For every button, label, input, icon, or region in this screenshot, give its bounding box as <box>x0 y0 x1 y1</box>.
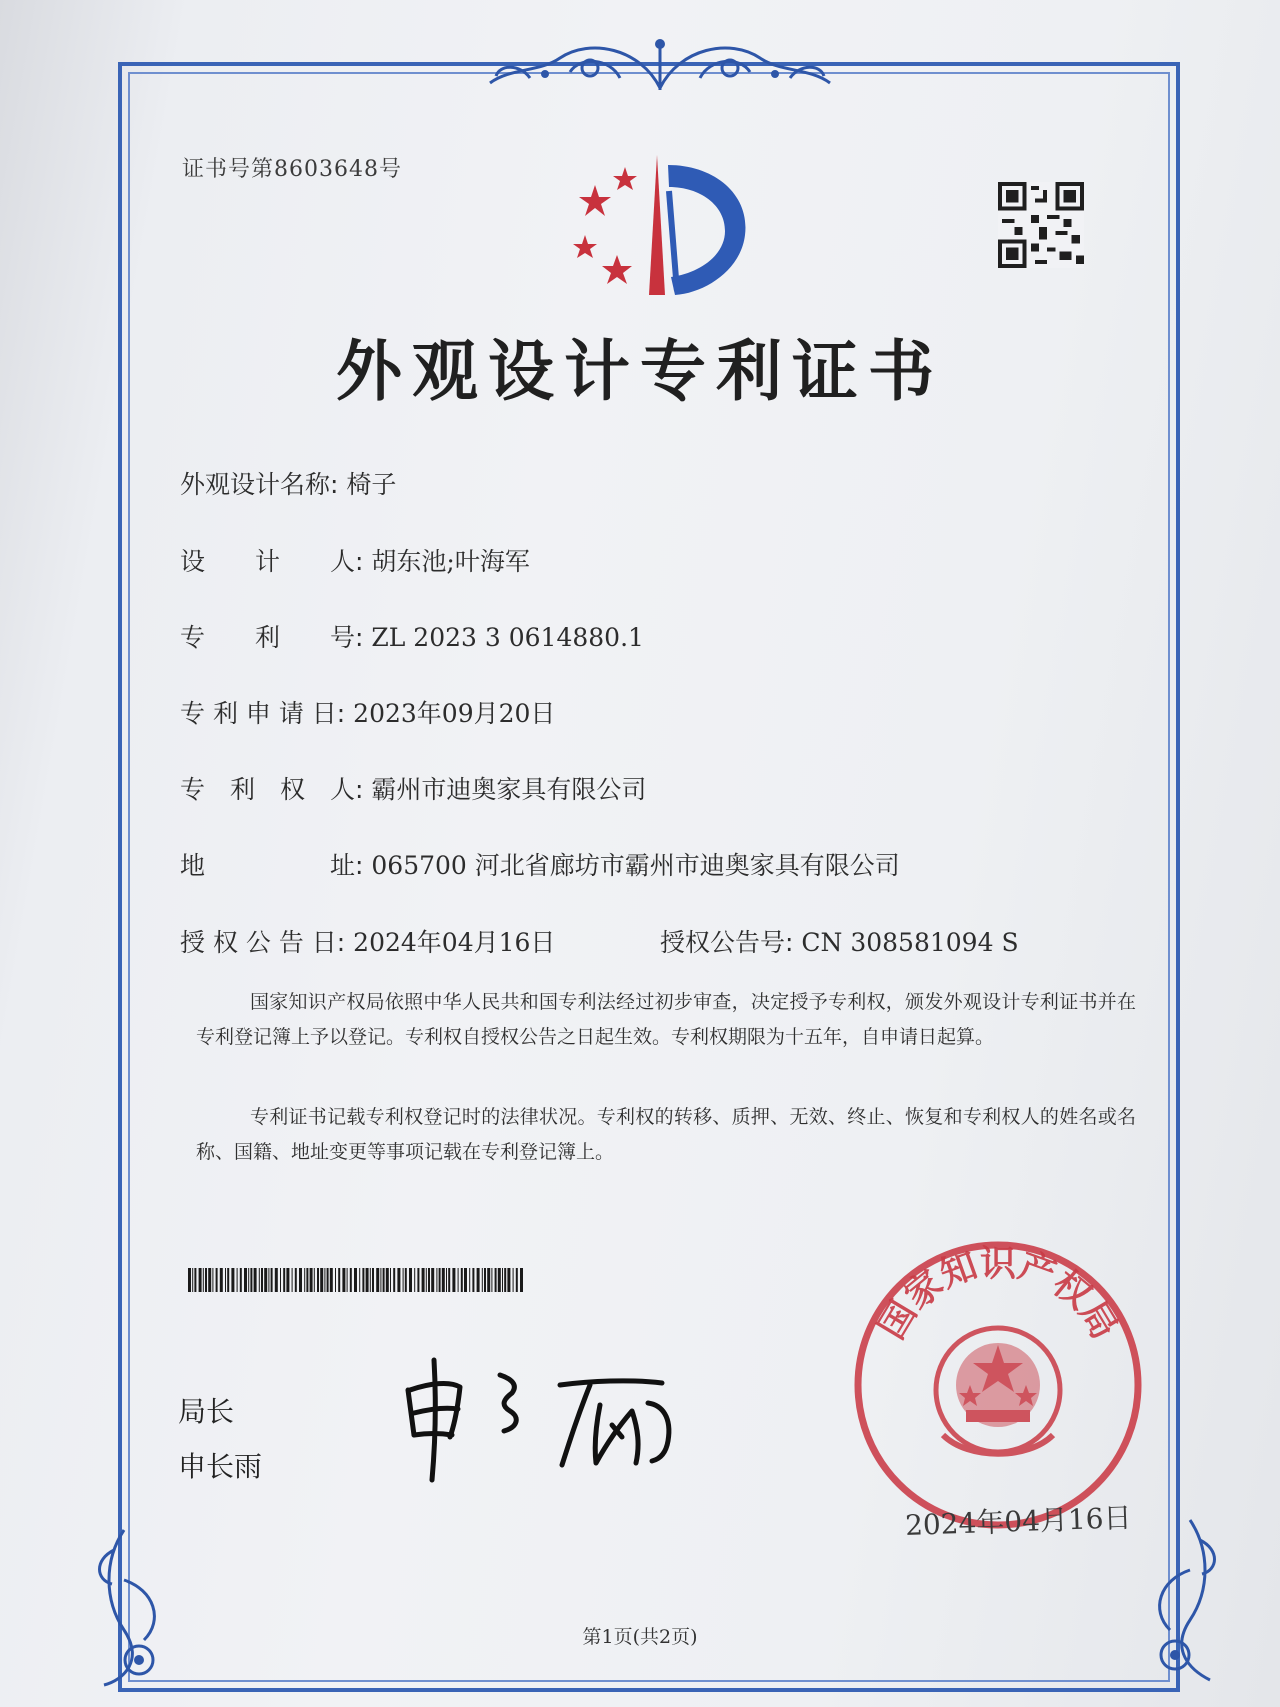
application-date-field <box>180 694 555 730</box>
qr-code-icon <box>998 182 1084 268</box>
grant-number-field <box>660 923 1019 959</box>
design-name-field <box>180 465 396 501</box>
corner-ornament-right-icon <box>1120 1510 1230 1690</box>
designer-label: 设 计 人: <box>180 547 364 576</box>
grant-number-label: 授权公告号: <box>660 928 794 957</box>
svg-text:国家知识产权局 <box>871 1243 1124 1346</box>
barcode-icon <box>188 1268 524 1292</box>
designer-value: 胡东池;叶海军 <box>371 547 530 576</box>
handwritten-signature-icon <box>400 1345 700 1485</box>
corner-ornament-left-icon <box>84 1520 194 1690</box>
cnipa-emblem-icon <box>565 145 755 305</box>
patent-number-label: 专 利 号: <box>180 623 364 652</box>
address-label: 地 址: <box>180 851 364 880</box>
top-ornament-icon <box>470 28 850 100</box>
certificate-number: 证书号第8603648号 <box>182 157 402 182</box>
design-name-value: 椅子 <box>346 470 397 499</box>
patent-number-field <box>180 618 644 654</box>
legal-paragraph-1: 国家知识产权局依照中华人民共和国专利法经过初步审查，决定授予专利权，颁发外观设计专利证书并在专利登记簿上予以登记。专利权自授权公告之日起生效。专利权期限为十五年，自申请日起算。 <box>196 991 1136 1048</box>
grant-date-label: 授 权 公 告 日: <box>180 928 346 957</box>
page-number: 第1页(共2页) <box>582 1626 698 1648</box>
patentee-field <box>180 770 646 806</box>
application-date-label: 专 利 申 请 日: <box>180 699 346 728</box>
patentee-label: 专 利 权 人: <box>180 775 364 804</box>
official-seal-icon <box>848 1235 1148 1535</box>
seal-date: 2024年04月16日 <box>904 1501 1133 1542</box>
patent-number-value: ZL 2023 3 0614880.1 <box>371 623 644 652</box>
designer-field <box>180 542 530 578</box>
application-date-value: 2023年09月20日 <box>353 699 556 728</box>
design-name-label: 外观设计名称: <box>180 470 339 499</box>
grant-date-value: 2024年04月16日 <box>353 928 556 957</box>
legal-paragraph-2: 专利证书记载专利权登记时的法律状况。专利权的转移、质押、无效、终止、恢复和专利权人的姓名或名称、国籍、地址变更等事项记载在专利登记簿上。 <box>196 1106 1136 1163</box>
seal-text: 国家知识产权局 <box>871 1243 1125 1347</box>
certificate-title: 外观设计专利证书 <box>336 333 944 410</box>
patentee-value: 霸州市迪奥家具有限公司 <box>371 775 647 804</box>
grant-number-value: CN 308581094 S <box>801 928 1019 957</box>
address-field <box>180 846 900 882</box>
signatory-name: 申长雨 <box>178 1450 263 1483</box>
address-value: 065700 河北省廊坊市霸州市迪奥家具有限公司 <box>371 851 900 880</box>
signatory-title: 局长 <box>178 1395 235 1428</box>
grant-date-field <box>180 923 555 959</box>
